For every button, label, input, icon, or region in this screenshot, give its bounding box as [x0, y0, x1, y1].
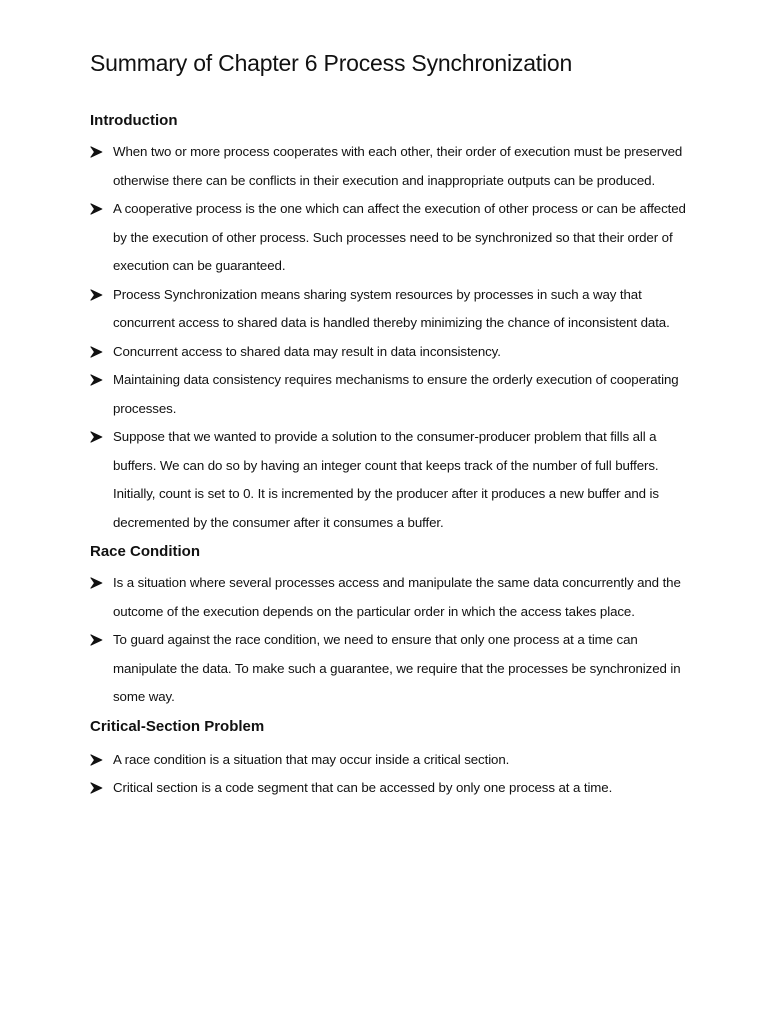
arrowhead-bullet-icon [90, 626, 104, 655]
bullet-text: A cooperative process is the one which can affect the execution of other process or can be affected by the execution of other process. Such processes need to be synchronized so that their order of execution can be guaranteed. [113, 201, 686, 273]
arrowhead-bullet-icon [90, 138, 104, 167]
bullet-text: Critical section is a code segment that can be accessed by only one process at a time. [113, 780, 613, 795]
bullet-text: Is a situation where several processes access and manipulate the same data concurrently and the outcome of the execution depends on the particular order in which the access takes place. [113, 575, 681, 619]
list-item [90, 626, 686, 712]
bullet-text: A race condition is a situation that may occur inside a critical section. [113, 751, 510, 767]
list-item [90, 746, 686, 775]
bullet-text: When two or more process cooperates with each other, their order of execution must be preserved otherwise there can be conflicts in their execution and inappropriate outputs can be produced. [113, 144, 683, 188]
arrowhead-bullet-icon [90, 774, 104, 803]
bullet-text: Maintaining data consistency requires mechanisms to ensure the orderly execution of cooperating processes. [113, 372, 679, 416]
section-heading-race-condition: Race Condition [90, 543, 201, 560]
bullet-text: Concurrent access to shared data may result in data inconsistency. [113, 343, 501, 359]
arrowhead-bullet-icon [90, 569, 104, 598]
arrowhead-bullet-icon [90, 195, 104, 224]
bullet-text: Process Synchronization means sharing system resources by processes in such a way that concurrent access to shared data is handled thereby minimizing the chance of inconsistent data. [113, 286, 670, 330]
bullet-text: To guard against the race condition, we need to ensure that only one process at a time can manipulate the data. To make such a guarantee, we require that the processes be synchronized in some way. [113, 632, 681, 704]
race-condition-bullet-list [90, 569, 686, 712]
list-item [90, 195, 686, 281]
section-heading-introduction: Introduction [90, 112, 178, 129]
list-item [90, 366, 686, 423]
arrowhead-bullet-icon [90, 423, 104, 452]
list-item [90, 138, 686, 195]
bullet-text: Suppose that we wanted to provide a solution to the consumer-producer problem that fills all a buffers. We can do so by having an integer count that keeps track of the number of full buffers. Initially, count is set to 0. It is incremented by the producer after it produces a new buffer and is decremented by the consumer after it consumes a buffer. [113, 429, 659, 530]
introduction-bullet-list [90, 138, 686, 537]
list-item [90, 774, 686, 803]
list-item [90, 281, 686, 338]
arrowhead-bullet-icon [90, 366, 104, 395]
arrowhead-bullet-icon [90, 281, 104, 310]
list-item [90, 423, 686, 537]
document-page [90, 46, 686, 803]
list-item [90, 569, 686, 626]
list-item [90, 338, 686, 367]
arrowhead-bullet-icon [90, 338, 104, 367]
critical-section-bullet-list [90, 746, 686, 803]
document-title: Summary of Chapter 6 Process Synchronization [90, 50, 573, 76]
arrowhead-bullet-icon [90, 746, 104, 775]
section-heading-critical-section: Critical-Section Problem [90, 717, 265, 735]
